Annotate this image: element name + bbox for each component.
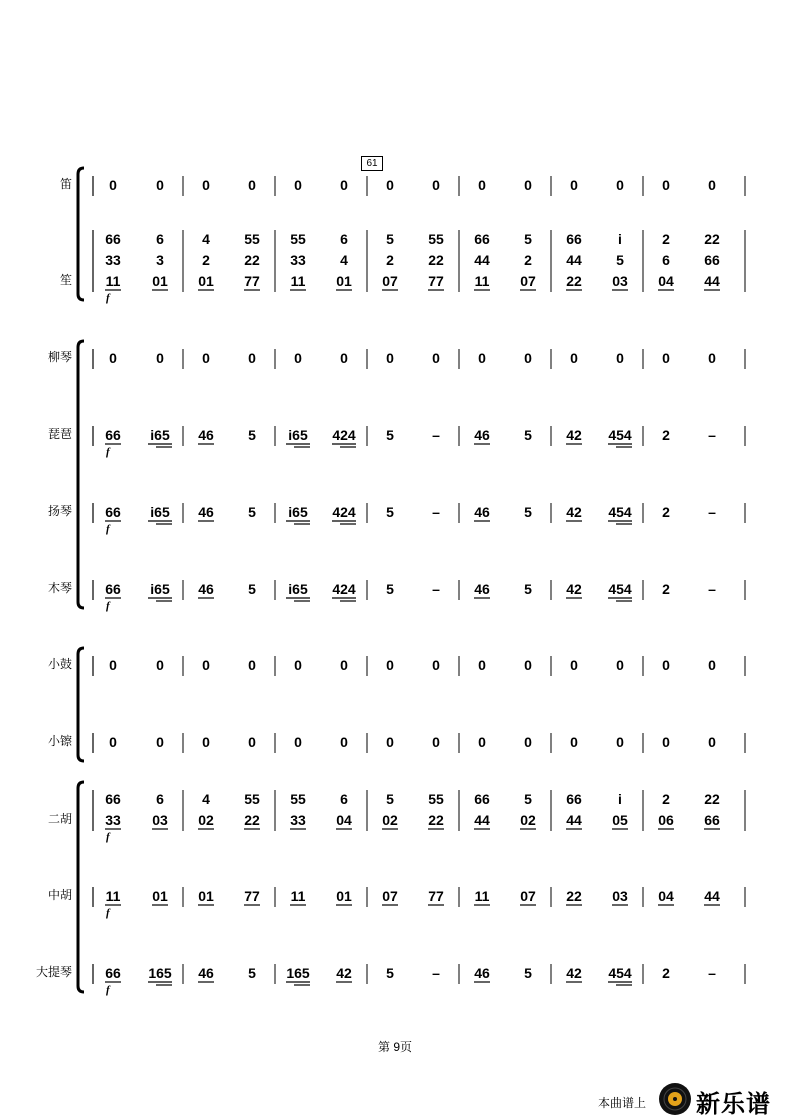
note: 0 [524, 350, 532, 366]
note: 77 [244, 888, 260, 904]
instrument-label: 中胡 [47, 888, 72, 902]
note: 5 [524, 231, 532, 247]
note: 07 [382, 888, 398, 904]
instrument-label: 笙 [59, 273, 72, 287]
note: 55 [428, 231, 444, 247]
note: 03 [612, 888, 628, 904]
note: 0 [432, 734, 440, 750]
note: 0 [386, 657, 394, 673]
note: i [618, 231, 622, 247]
note: 01 [198, 273, 214, 289]
note: 44 [474, 252, 490, 268]
note-layer [105, 177, 720, 996]
group-bracket [78, 782, 84, 992]
note: 01 [152, 273, 168, 289]
note: 0 [662, 350, 670, 366]
note: 02 [382, 812, 398, 828]
note: 01 [336, 273, 352, 289]
note: 0 [708, 734, 716, 750]
note: 5 [386, 791, 394, 807]
note: 01 [198, 888, 214, 904]
note: 22 [428, 812, 444, 828]
instrument-label: 大提琴 [35, 965, 72, 979]
note: 424 [332, 427, 356, 443]
note: 0 [340, 734, 348, 750]
note: 5 [386, 965, 394, 981]
note: 03 [612, 273, 628, 289]
note: 07 [382, 273, 398, 289]
note: 0 [294, 657, 302, 673]
note: 05 [612, 812, 628, 828]
note: 165 [286, 965, 310, 981]
note: i65 [150, 427, 170, 443]
note: 66 [704, 252, 720, 268]
note: 11 [105, 273, 121, 289]
dynamic-mark: f [106, 984, 110, 996]
instrument-label: 二胡 [47, 812, 72, 826]
note: 44 [704, 888, 720, 904]
note: 42 [566, 581, 582, 597]
note: 0 [432, 350, 440, 366]
note: 5 [248, 504, 256, 520]
dynamic-mark: f [106, 446, 110, 458]
note: 0 [109, 350, 117, 366]
note: 0 [386, 350, 394, 366]
note: 77 [244, 273, 260, 289]
note: 6 [156, 791, 164, 807]
note: 0 [616, 657, 624, 673]
note: 07 [520, 888, 536, 904]
note: 0 [340, 177, 348, 193]
group-bracket [78, 648, 84, 761]
note: 6 [340, 231, 348, 247]
note: 0 [662, 177, 670, 193]
instrument-label: 扬琴 [47, 504, 72, 518]
note: 22 [428, 252, 444, 268]
rehearsal-mark: 61 [361, 156, 383, 171]
note: 22 [566, 888, 582, 904]
note: 01 [336, 888, 352, 904]
note: 46 [198, 427, 214, 443]
note: 22 [566, 273, 582, 289]
note: 42 [566, 427, 582, 443]
note: 46 [474, 965, 490, 981]
note: 11 [474, 273, 490, 289]
note: 5 [524, 427, 532, 443]
instrument-label: 小镲 [47, 734, 72, 748]
note: 0 [524, 657, 532, 673]
note: 33 [105, 252, 121, 268]
note: 0 [294, 177, 302, 193]
note: 454 [608, 427, 632, 443]
note: 66 [105, 231, 121, 247]
instrument-labels [36, 177, 72, 979]
vinyl-logo-icon [658, 1082, 692, 1116]
note: 5 [386, 504, 394, 520]
note: – [432, 581, 440, 597]
dynamic-mark: f [106, 907, 110, 919]
note: 454 [608, 581, 632, 597]
instrument-label: 柳琴 [47, 350, 72, 364]
note: i [618, 791, 622, 807]
note: – [708, 581, 716, 597]
note: 46 [198, 504, 214, 520]
note: 44 [474, 812, 490, 828]
note: 2 [662, 965, 670, 981]
note: i65 [150, 581, 170, 597]
note: 4 [340, 252, 348, 268]
note: 0 [616, 734, 624, 750]
note: – [708, 427, 716, 443]
note: 77 [428, 888, 444, 904]
note: 55 [290, 791, 306, 807]
note: 02 [198, 812, 214, 828]
note: 42 [566, 965, 582, 981]
note: 5 [616, 252, 624, 268]
note: 3 [156, 252, 164, 268]
note: 2 [662, 581, 670, 597]
note: 66 [566, 231, 582, 247]
note: 5 [248, 427, 256, 443]
note: 0 [248, 657, 256, 673]
note: 0 [570, 177, 578, 193]
note: 6 [662, 252, 670, 268]
note: 66 [105, 427, 121, 443]
note: 66 [105, 504, 121, 520]
note: i65 [288, 504, 308, 520]
note: – [708, 504, 716, 520]
note: 0 [708, 350, 716, 366]
note: 0 [708, 177, 716, 193]
note: 44 [566, 812, 582, 828]
note: 01 [152, 888, 168, 904]
note: 55 [244, 231, 260, 247]
note: – [432, 427, 440, 443]
note: 0 [248, 350, 256, 366]
note: 5 [248, 965, 256, 981]
note: 0 [570, 734, 578, 750]
note: 0 [478, 350, 486, 366]
note: 5 [524, 504, 532, 520]
note: 0 [340, 350, 348, 366]
group-bracket [78, 341, 84, 608]
note: 66 [105, 581, 121, 597]
note: 0 [616, 177, 624, 193]
note: 0 [248, 734, 256, 750]
note: 66 [704, 812, 720, 828]
note: 0 [478, 177, 486, 193]
note: 33 [290, 252, 306, 268]
instrument-label: 笛 [59, 177, 72, 191]
note: 5 [248, 581, 256, 597]
note: 55 [244, 791, 260, 807]
note: 66 [566, 791, 582, 807]
notation-marks [105, 290, 720, 985]
note: 2 [662, 791, 670, 807]
note: 0 [109, 657, 117, 673]
note: 0 [524, 177, 532, 193]
note: 46 [474, 504, 490, 520]
note: 04 [336, 812, 352, 828]
note: 0 [109, 177, 117, 193]
note: 0 [662, 734, 670, 750]
note: 22 [244, 252, 260, 268]
note: 0 [386, 734, 394, 750]
note: 2 [202, 252, 210, 268]
note: 0 [386, 177, 394, 193]
note: 46 [474, 581, 490, 597]
dynamic-mark: f [106, 523, 110, 535]
note: 66 [474, 231, 490, 247]
note: 0 [109, 734, 117, 750]
note: 55 [290, 231, 306, 247]
note: 4 [202, 231, 210, 247]
note: 46 [474, 427, 490, 443]
instrument-label: 琵琶 [47, 427, 72, 441]
note: 06 [658, 812, 674, 828]
note: 0 [478, 657, 486, 673]
group-bracket [78, 168, 84, 300]
note: 02 [520, 812, 536, 828]
note: 0 [662, 657, 670, 673]
note: i65 [150, 504, 170, 520]
note: 0 [156, 734, 164, 750]
note: 0 [432, 177, 440, 193]
note: 22 [704, 791, 720, 807]
note: 22 [244, 812, 260, 828]
note: 5 [524, 581, 532, 597]
note: i65 [288, 427, 308, 443]
note: 454 [608, 965, 632, 981]
note: – [432, 504, 440, 520]
note: 0 [432, 657, 440, 673]
note: 0 [156, 177, 164, 193]
note: 0 [570, 657, 578, 673]
note: 46 [198, 965, 214, 981]
note: 66 [105, 965, 121, 981]
note: 0 [248, 177, 256, 193]
note: 0 [202, 177, 210, 193]
dynamic-mark: f [106, 831, 110, 843]
note: 03 [152, 812, 168, 828]
note: 0 [294, 734, 302, 750]
dynamic-mark: f [106, 600, 110, 612]
watermark [598, 1082, 790, 1116]
note: i65 [288, 581, 308, 597]
note: – [432, 965, 440, 981]
note: 04 [658, 888, 674, 904]
note: 424 [332, 504, 356, 520]
note: 5 [386, 581, 394, 597]
note: 5 [386, 427, 394, 443]
note: 454 [608, 504, 632, 520]
note: 0 [570, 350, 578, 366]
note: 11 [290, 888, 306, 904]
note: 0 [478, 734, 486, 750]
note: 46 [198, 581, 214, 597]
note: 5 [524, 791, 532, 807]
note: 424 [332, 581, 356, 597]
note: 2 [662, 504, 670, 520]
note: 165 [148, 965, 172, 981]
note: – [708, 965, 716, 981]
note: 44 [566, 252, 582, 268]
instrument-label: 小鼓 [47, 657, 72, 671]
note: 77 [428, 273, 444, 289]
note: 66 [105, 791, 121, 807]
note: 4 [202, 791, 210, 807]
note: 5 [524, 965, 532, 981]
dynamic-mark: f [106, 292, 110, 304]
note: 33 [290, 812, 306, 828]
barlines [93, 176, 745, 984]
note: 2 [524, 252, 532, 268]
watermark-text: 本曲谱上 [598, 1096, 647, 1110]
note: 6 [156, 231, 164, 247]
note: 0 [294, 350, 302, 366]
note: 11 [105, 888, 121, 904]
note: 6 [340, 791, 348, 807]
note: 07 [520, 273, 536, 289]
note: 0 [202, 734, 210, 750]
note: 66 [474, 791, 490, 807]
note: 0 [202, 350, 210, 366]
note: 55 [428, 791, 444, 807]
note: 0 [340, 657, 348, 673]
note: 33 [105, 812, 121, 828]
note: 42 [336, 965, 352, 981]
note: 44 [704, 273, 720, 289]
note: 0 [524, 734, 532, 750]
note: 22 [704, 231, 720, 247]
note: 42 [566, 504, 582, 520]
note: 2 [386, 252, 394, 268]
instrument-label: 木琴 [47, 581, 72, 595]
note: 0 [156, 350, 164, 366]
note: 11 [474, 888, 490, 904]
system-brackets [78, 168, 84, 992]
note: 04 [658, 273, 674, 289]
note: 2 [662, 427, 670, 443]
note: 5 [386, 231, 394, 247]
note: 0 [616, 350, 624, 366]
note: 0 [156, 657, 164, 673]
page-number: 第 9页 [377, 1040, 412, 1054]
watermark-brand: 新乐谱 [696, 1091, 771, 1118]
note: 0 [708, 657, 716, 673]
note: 0 [202, 657, 210, 673]
note: 2 [662, 231, 670, 247]
note: 11 [290, 273, 306, 289]
